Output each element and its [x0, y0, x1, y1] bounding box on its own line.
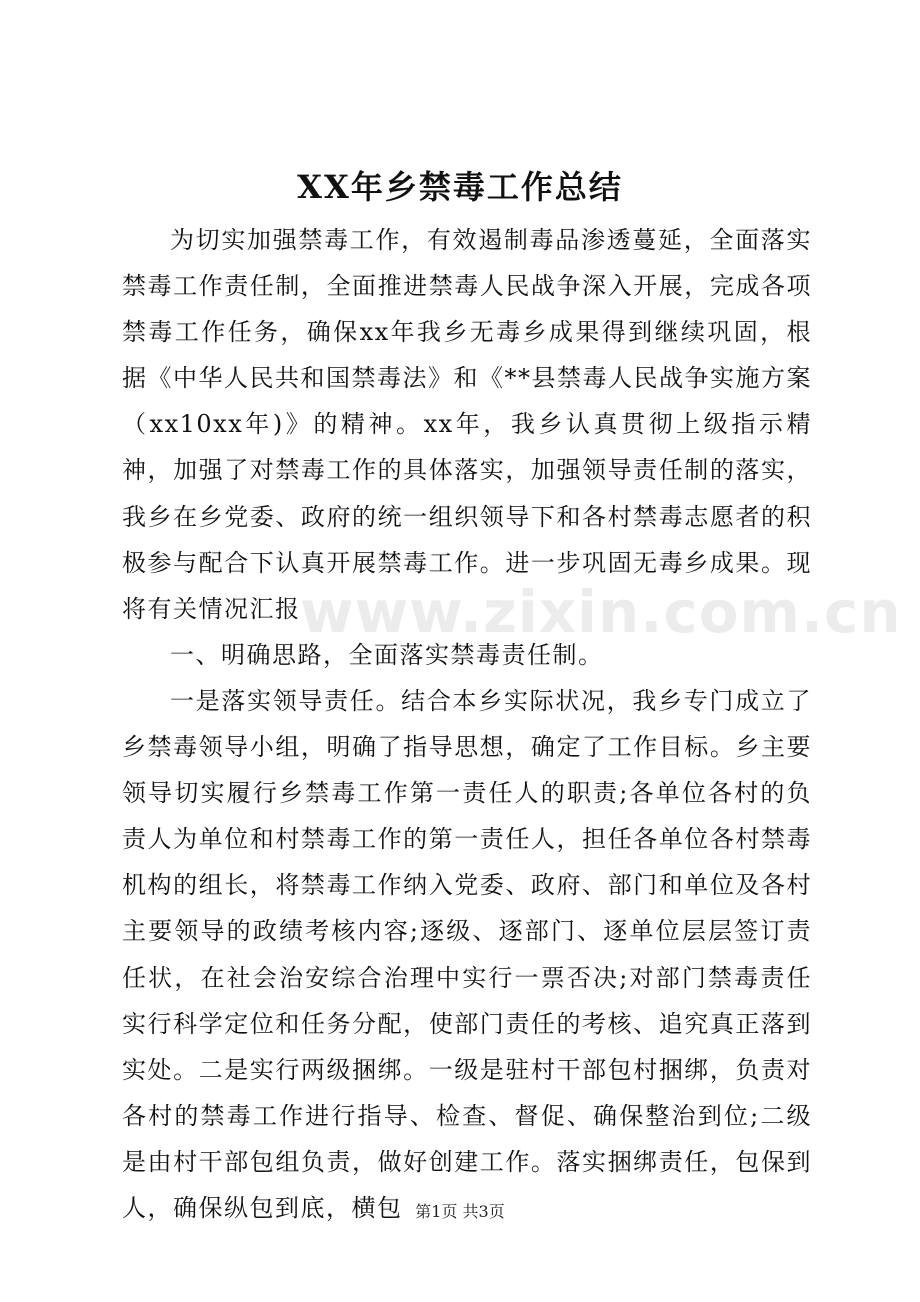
watermark: www.zixin.com.cn	[300, 578, 902, 646]
page-number-footer: 第1页 共3页	[415, 1202, 505, 1221]
intro-paragraph: 为切实加强禁毒工作，有效遏制毒品渗透蔓延，全面落实禁毒工作责任制，全面推进禁毒人民战争深入开展，完成各项禁毒工作任务，确保xx年我乡无毒乡成果得到继续巩固，根据《中华人民共和国禁毒法》和《**县禁毒人民战争实施方案（xx10xx年)》的精神。xx年，我乡认真贯彻上级指示精神，加强了对禁毒工作的具体落实，加强领导责任制的落实，我乡在乡党委、政府的统一组织领导下和各村禁毒志愿者的积极参与配合下认真开展禁毒工作。进一步巩固无毒乡成果。现将有关情况汇报	[122, 226, 812, 623]
section-heading: 一、明确思路，全面落实禁毒责任制。	[170, 640, 604, 669]
document-body	[122, 217, 812, 1231]
body-paragraph: 一是落实领导责任。结合本乡实际状况，我乡专门成立了乡禁毒领导小组，明确了指导思想，确定了工作目标。乡主要领导切实履行乡禁毒工作第一责任人的职责;各单位各村的负责人为单位和村禁毒工作的第一责任人，担任各单位各村禁毒机构的组长，将禁毒工作纳入党委、政府、部门和单位及各村主要领导的政绩考核内容;逐级、逐部门、逐单位层层签订责任状，在社会治安综合治理中实行一票否决;对部门禁毒责任实行科学定位和任务分配，使部门责任的考核、追究真正落到实处。二是实行两级捆绑。一级是驻村干部包村捆绑，负责对各村的禁毒工作进行指导、检查、督促、确保整治到位;二级是由村干部包组负责，做好创建工作。落实捆绑责任，包保到人，确保纵包到底，横包	[122, 686, 812, 1222]
document-title: XX年乡禁毒工作总结	[297, 168, 623, 206]
